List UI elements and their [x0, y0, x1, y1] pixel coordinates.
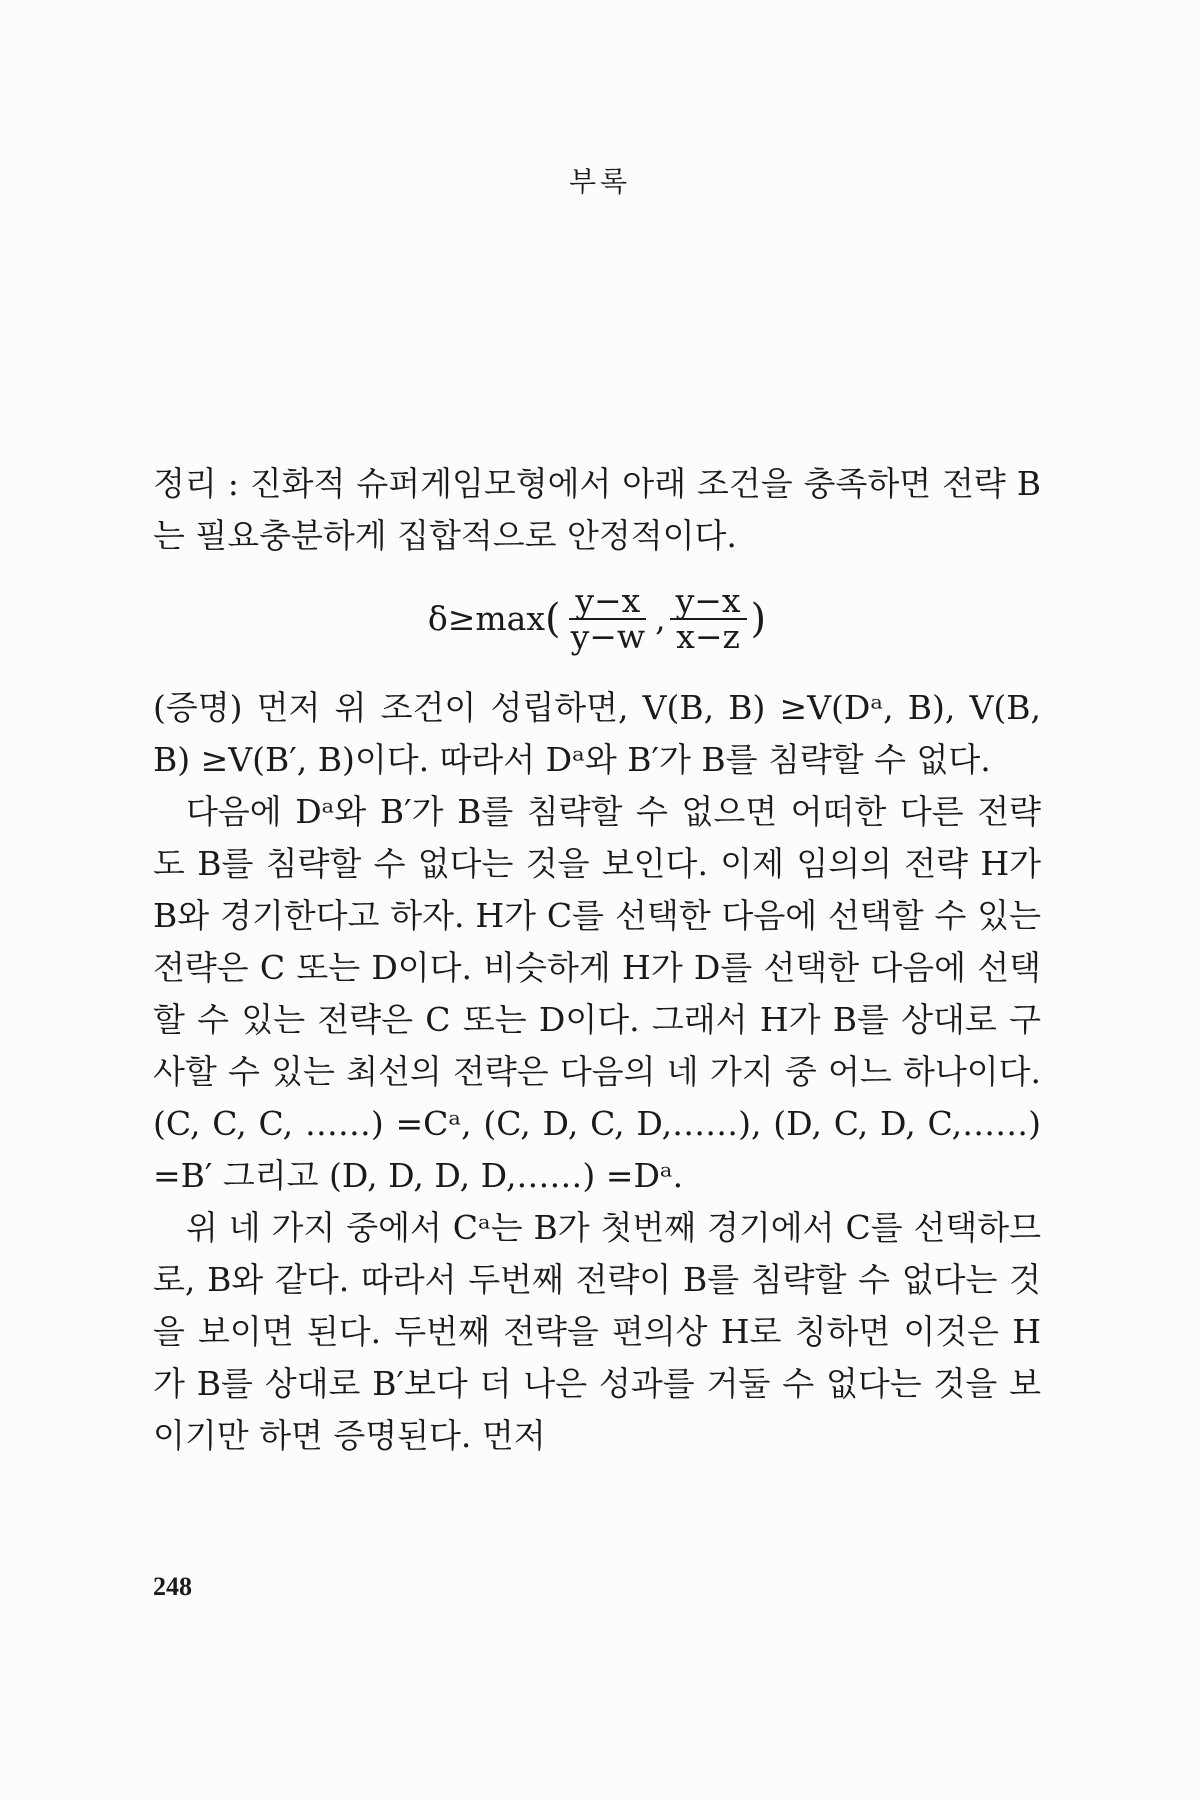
running-head: 부록 — [568, 165, 632, 198]
page-number: 248 — [153, 1572, 192, 1601]
proof-paragraph: (증명) 먼저 위 조건이 성립하면, V(B, B) ≥V(Dᵃ, B), V(B, B) ≥V(B′, B)이다. 따라서 Dᵃ와 B′가 B를 침략할 수 없다. — [153, 688, 1041, 779]
fraction-2-numerator: y−x — [670, 584, 747, 620]
body-paragraph-3: 위 네 가지 중에서 Cᵃ는 B가 첫번째 경기에서 C를 선택하므로, B와 같다. 따라서 두번째 전략이 B를 침략할 수 없다는 것을 보이면 된다. 두번째 전략을 편의상 H로 칭하면 이것은 H가 B를 상대로 B′보다 더 나은 성과를 거둘 수 없다는 것을 보이기만 하면 증명된다. 먼저 — [153, 1208, 1041, 1455]
formula-open-paren: ( — [544, 596, 561, 642]
formula-fraction-2 — [670, 581, 747, 656]
formula-separator: , — [655, 599, 666, 638]
main-text — [153, 458, 1041, 1462]
formula-fraction-1 — [565, 581, 652, 656]
fraction-1-numerator: y−x — [569, 584, 646, 620]
fraction-1-denominator: y−w — [570, 617, 646, 656]
formula-lhs: δ≥max — [427, 599, 545, 638]
stability-formula — [153, 581, 1041, 656]
theorem-statement: 정리 : 진화적 슈퍼게임모형에서 아래 조건을 충족하면 전략 B 는 필요충분하게 집합적으로 안정적이다. — [153, 464, 1041, 555]
fraction-2-denominator: x−z — [676, 617, 740, 656]
formula-close-paren: ) — [750, 596, 767, 642]
body-paragraph-2: 다음에 Dᵃ와 B′가 B를 침략할 수 없으면 어떠한 다른 전략도 B를 침략할 수 없다는 것을 보인다. 이제 임의의 전략 H가 B와 경기한다고 하자. H가 C를 선택한 다음에 선택할 수 있는 전략은 C 또는 D이다. 비슷하게 H가 D를 선택한 다음에 선택할 수 있는 전략은 C 또는 D이다. 그래서 H가 B를 상대로 구사할 수 있는 최선의 전략은 다음의 네 가지 중 어느 하나이다. (C, C, C, ……) =Cᵃ, (C, D, C, D,……), (D, C, D, C,……) =B′ 그리고 (D, D, D, D,……) =Dᵃ. — [153, 792, 1041, 1195]
